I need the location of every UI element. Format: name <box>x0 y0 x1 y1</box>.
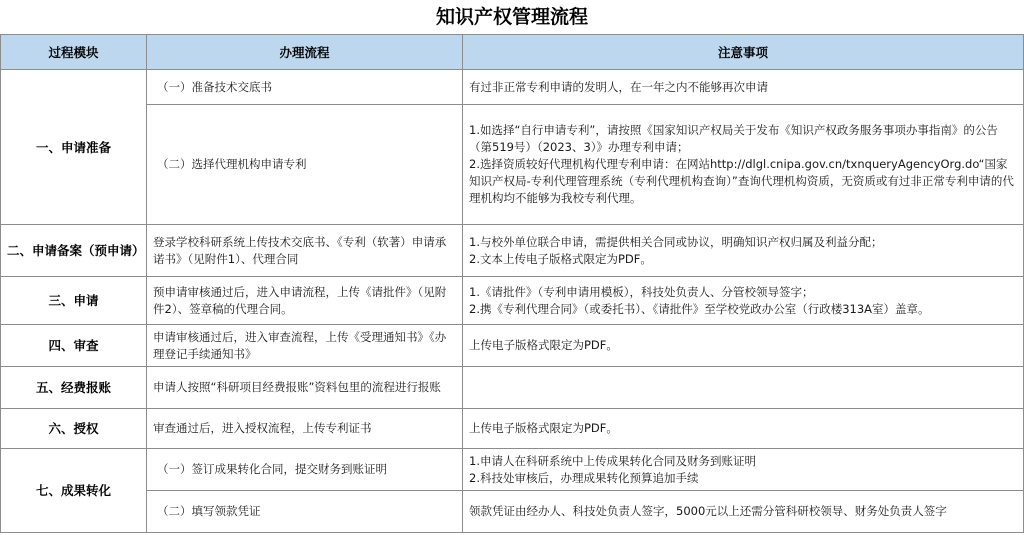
process-cell: 预申请审核通过后，进入申请流程，上传《请批件》（见附件2）、签章稿的代理合同。 <box>147 277 463 325</box>
module-cell: 七、成果转化 <box>1 449 147 533</box>
note-line: 1.与校外单位联合申请，需提供相关合同或协议，明确知识产权归属及利益分配； <box>469 234 883 249</box>
table-row <box>1 491 1024 533</box>
module-cell: 三、申请 <box>1 277 147 325</box>
note-line: 1.《请批件》（专利申请用模板），科技处负责人、分管校领导签字； <box>469 284 814 299</box>
table-header-row <box>1 35 1024 70</box>
note-cell <box>463 277 1024 325</box>
process-cell: 登录学校科研系统上传技术交底书、《专利（软著）申请承诺书》（见附件1）、代理合同 <box>147 225 463 277</box>
note-line: 2.选择资质较好代理机构代理专利申请：在网站http://dlgl.cnipa.gov.cn/txnqueryAgencyOrg.do“国家知识产权局-专利代理管理系统（专利代理机构查询）”查询代理机构资质，无资质或有过非正常专利申请的代理机构均不能够为我校专利代理。 <box>469 157 1014 205</box>
table-row <box>1 367 1024 409</box>
note-cell: 领款凭证由经办人、科技处负责人签字，5000元以上还需分管科研校领导、财务处负责人签字 <box>463 491 1024 533</box>
module-cell: 五、经费报账 <box>1 367 147 409</box>
process-cell: （一）准备技术交底书 <box>147 70 463 105</box>
table-row <box>1 225 1024 277</box>
module-cell: 六、授权 <box>1 409 147 449</box>
table-row <box>1 325 1024 367</box>
note-line: 1.申请人在科研系统中上传成果转化合同及财务到账证明 <box>469 453 756 468</box>
note-line: 2.文本上传电子版格式限定为PDF。 <box>469 251 652 266</box>
page-title: 知识产权管理流程 <box>435 6 588 28</box>
note-cell: 上传电子版格式限定为PDF。 <box>463 325 1024 367</box>
table-row <box>1 449 1024 491</box>
table-row <box>1 70 1024 105</box>
module-cell: 四、审查 <box>1 325 147 367</box>
note-cell <box>463 225 1024 277</box>
process-cell: 审查通过后，进入授权流程，上传专利证书 <box>147 409 463 449</box>
module-cell: 一、申请准备 <box>1 70 147 225</box>
note-line: 2.科技处审核后，办理成果转化预算追加手续 <box>469 470 699 485</box>
note-cell <box>463 367 1024 409</box>
header-process: 办理流程 <box>147 35 463 70</box>
process-cell: 申请审核通过后，进入审查流程，上传《受理通知书》《办理登记手续通知书》 <box>147 325 463 367</box>
process-cell: （二）选择代理机构申请专利 <box>147 105 463 225</box>
process-cell: 申请人按照“科研项目经费报账”资料包里的流程进行报账 <box>147 367 463 409</box>
process-table <box>0 34 1024 533</box>
table-row <box>1 105 1024 225</box>
table-row <box>1 277 1024 325</box>
note-line: 2.携《专利代理合同》（或委托书）、《请批件》至学校党政办公室（行政楼313A室）盖章。 <box>469 301 930 316</box>
process-cell: （二）填写领款凭证 <box>147 491 463 533</box>
header-notes: 注意事项 <box>463 35 1024 70</box>
note-cell <box>463 449 1024 491</box>
note-cell <box>463 105 1024 225</box>
table-row <box>1 409 1024 449</box>
module-cell: 二、申请备案（预申请） <box>1 225 147 277</box>
note-line: 1.如选择“自行申请专利”，请按照《国家知识产权局关于发布《知识产权政务服务事项办事指南》的公告（第519号）（2023、3）》办理专利申请； <box>469 123 998 154</box>
header-module: 过程模块 <box>1 35 147 70</box>
note-cell: 上传电子版格式限定为PDF。 <box>463 409 1024 449</box>
note-cell: 有过非正常专利申请的发明人，在一年之内不能够再次申请 <box>463 70 1024 105</box>
process-cell: （一）签订成果转化合同，提交财务到账证明 <box>147 449 463 491</box>
